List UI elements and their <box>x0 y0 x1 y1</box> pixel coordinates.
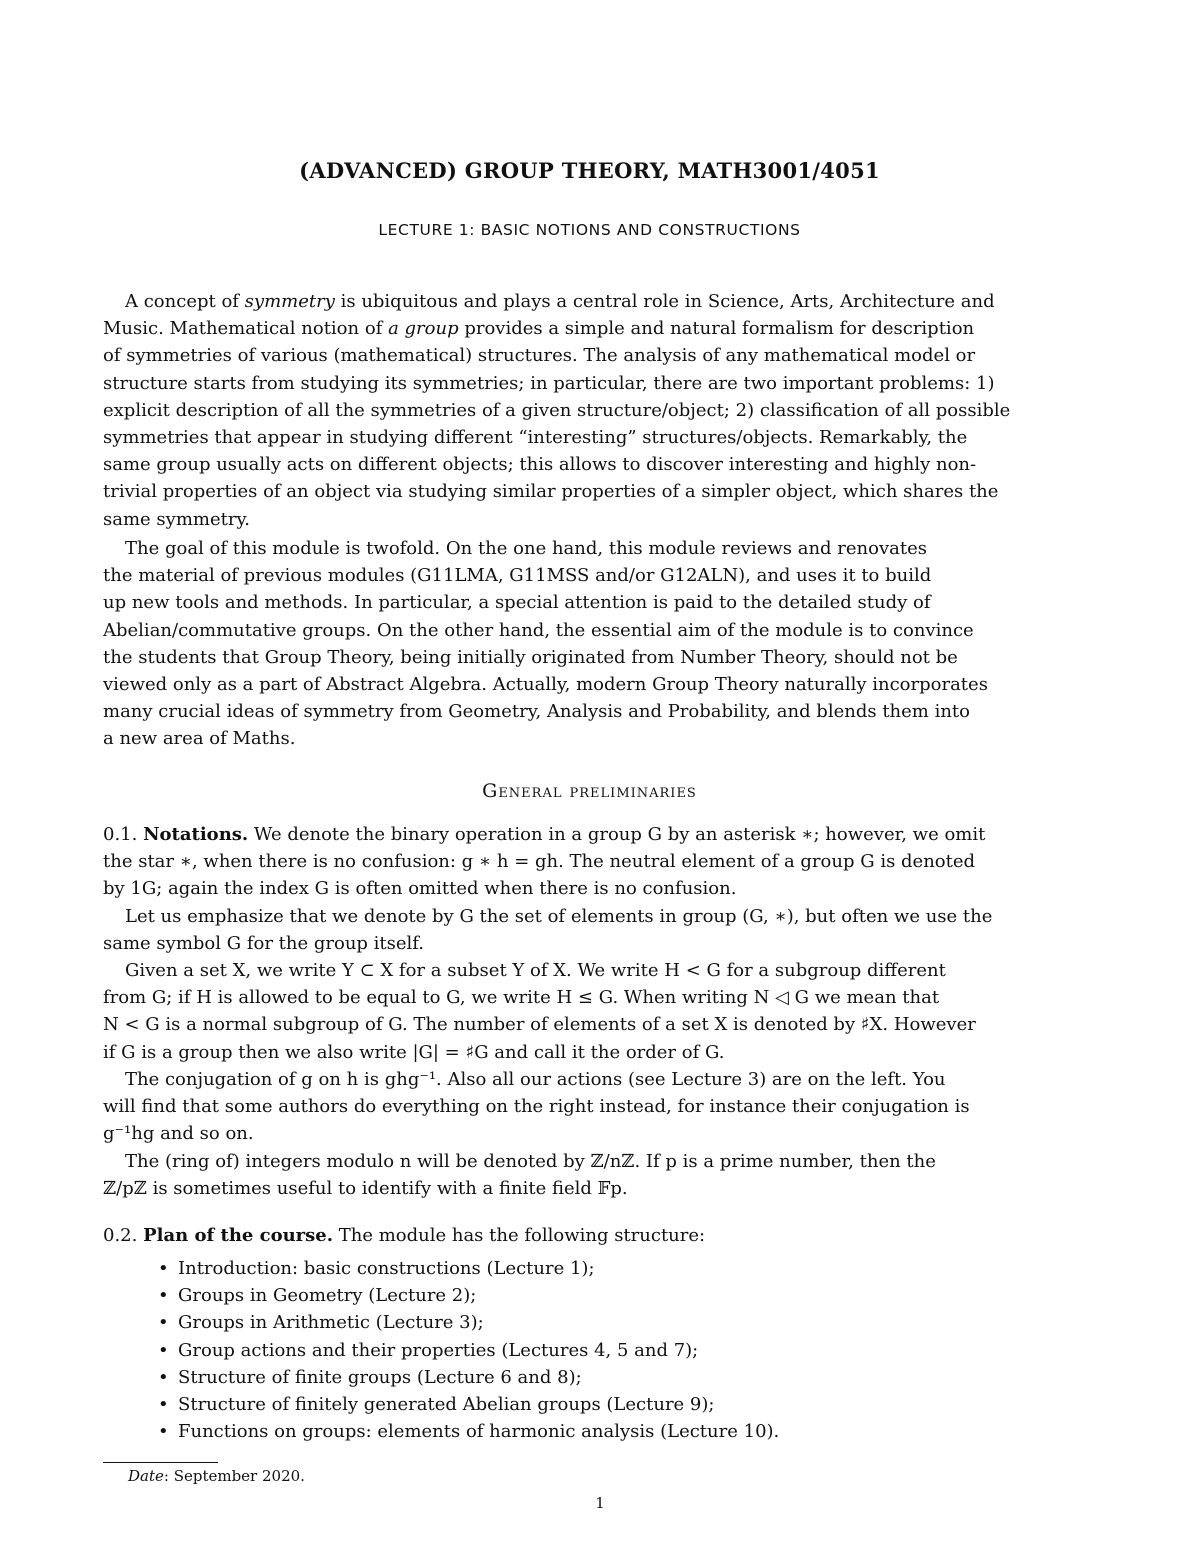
text-line: Abelian/commutative groups. On the other hand, the essential aim of the module is to convince <box>103 619 974 641</box>
text-line: symmetries that appear in studying different “interesting” structures/objects. Remarkably, the <box>103 426 968 448</box>
text-line: 0.1. Notations. We denote the binary operation in a group G by an asterisk ∗; however, we omit <box>103 824 986 845</box>
course-plan-list <box>158 1255 779 1445</box>
bullet-icon: • <box>158 1258 169 1279</box>
text-line: same symmetry. <box>103 508 250 530</box>
footnote-rule <box>103 1462 218 1463</box>
list-item: • Group actions and their properties (Lectures 4, 5 and 7); <box>158 1337 779 1364</box>
notations-heading: Notations. <box>143 824 249 845</box>
given-set-paragraph <box>103 957 1076 1066</box>
text-line: the material of previous modules (G11LMA, G11MSS and/or G12ALN), and uses it to build <box>103 565 932 587</box>
list-item: • Structure of finitely generated Abelian groups (Lecture 9); <box>158 1391 779 1418</box>
plan-heading: Plan of the course. <box>143 1225 334 1246</box>
notations-paragraph <box>103 821 1076 903</box>
text-line: same symbol G for the group itself. <box>103 933 425 955</box>
text-line: ℤ/pℤ is sometimes useful to identify with a finite field 𝔽p. <box>103 1178 628 1200</box>
text-line: explicit description of all the symmetries of a given structure/object; 2) classification of all possible <box>103 399 1011 421</box>
text-line: the students that Group Theory, being initially originated from Number Theory, should not be <box>103 646 958 668</box>
text-line: The goal of this module is twofold. On the one hand, this module reviews and renovates <box>125 538 928 559</box>
plan-paragraph <box>103 1222 1076 1249</box>
text-line: g⁻¹hg and so on. <box>103 1123 254 1145</box>
intro-paragraph <box>103 288 1076 533</box>
text-line: structure starts from studying its symmetries; in particular, there are two important problems: 1) <box>103 372 995 394</box>
list-item: • Groups in Geometry (Lecture 2); <box>158 1282 779 1309</box>
lecture-subtitle: LECTURE 1: BASIC NOTIONS AND CONSTRUCTIONS <box>378 221 801 239</box>
goal-paragraph <box>103 535 1076 753</box>
page-title: (ADVANCED) GROUP THEORY, MATH3001/4051 <box>299 158 880 183</box>
list-item: • Structure of finite groups (Lecture 6 and 8); <box>158 1364 779 1391</box>
bullet-icon: • <box>158 1366 169 1388</box>
bullet-icon: • <box>158 1394 169 1416</box>
text-line: if G is a group then we also write |G| = ♯G and call it the order of G. <box>103 1041 725 1063</box>
text-line: of symmetries of various (mathematical) structures. The analysis of any mathematical model or <box>103 345 976 367</box>
list-item: • Introduction: basic constructions (Lecture 1); <box>158 1255 779 1282</box>
emphasize-paragraph <box>103 903 1076 957</box>
text-line: a new area of Maths. <box>103 728 296 750</box>
text-line: same group usually acts on different objects; this allows to discover interesting and highly non- <box>103 454 977 476</box>
text-line: the star ∗, when there is no confusion: g ∗ h = gh. The neutral element of a group G is denoted <box>103 851 976 873</box>
text-line: Music. Mathematical notion of a group provides a simple and natural formalism for description <box>103 318 975 340</box>
text-line: by 1G; again the index G is often omitted when there is no confusion. <box>103 878 737 900</box>
bullet-icon: • <box>158 1285 169 1307</box>
text-line: Let us emphasize that we denote by G the set of elements in group (G, ∗), but often we use the <box>125 906 993 927</box>
text-line: many crucial ideas of symmetry from Geometry, Analysis and Probability, and blends them into <box>103 701 971 723</box>
text-line: A concept of symmetry is ubiquitous and plays a central role in Science, Arts, Architecture and <box>125 291 995 312</box>
list-item: • Groups in Arithmetic (Lecture 3); <box>158 1309 779 1336</box>
bullet-icon: • <box>158 1312 169 1334</box>
text-line: will find that some authors do everything on the right instead, for instance their conjugation is <box>103 1096 970 1118</box>
integers-paragraph <box>103 1148 1076 1202</box>
text-line: up new tools and methods. In particular, a special attention is paid to the detailed study of <box>103 592 931 614</box>
page-number: 1 <box>595 1494 605 1512</box>
text-line: The (ring of) integers modulo n will be denoted by ℤ/nℤ. If p is a prime number, then the <box>125 1151 936 1172</box>
conjugation-paragraph <box>103 1066 1076 1148</box>
section-heading: General preliminaries <box>482 780 697 802</box>
text-line: trivial properties of an object via studying similar properties of a simpler object, which shares the <box>103 481 999 503</box>
text-line: The conjugation of g on h is ghg⁻¹. Also all our actions (see Lecture 3) are on the left. You <box>125 1069 946 1090</box>
text-line: 0.2. Plan of the course. The module has the following structure: <box>103 1225 706 1246</box>
footnote: Date: September 2020. <box>128 1467 305 1485</box>
text-line: from G; if H is allowed to be equal to G, we write H ≤ G. When writing N ◁ G we mean that <box>103 987 940 1009</box>
bullet-icon: • <box>158 1339 169 1361</box>
bullet-icon: • <box>158 1421 169 1443</box>
text-line: Given a set X, we write Y ⊂ X for a subset Y of X. We write H < G for a subgroup different <box>125 960 946 981</box>
text-line: N < G is a normal subgroup of G. The number of elements of a set X is denoted by ♯X. However <box>103 1014 976 1036</box>
list-item: • Functions on groups: elements of harmonic analysis (Lecture 10). <box>158 1418 779 1445</box>
text-line: viewed only as a part of Abstract Algebra. Actually, modern Group Theory naturally incorporates <box>103 673 988 695</box>
